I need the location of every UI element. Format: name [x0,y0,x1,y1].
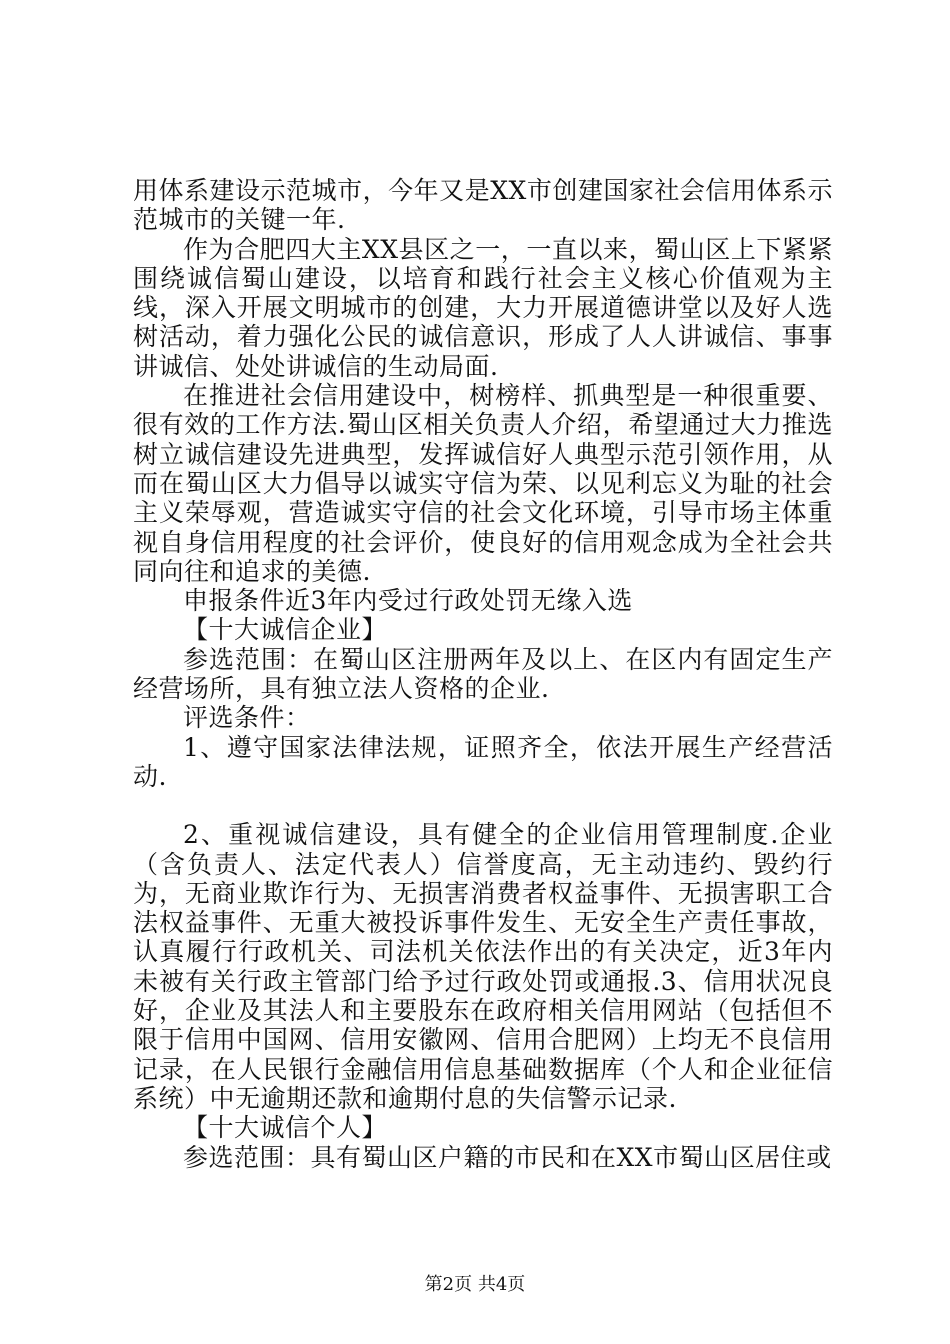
paragraph-criterion-2-3: 2、重视诚信建设，具有健全的企业信用管理制度.企业（含负责人、法定代表人）信誉度高，无主动违约、毁约行为，无商业欺诈行为、无损害消费者权益事件、无损害职工合法权益事件、无重大被投诉事件发生、无安全生产责任事故，认真履行行政机关、司法机关依法作出的有关决定，近3年内未被有关行政主管部门给予过行政处罚或通报.3、信用状况良好，企业及其法人和主要股东在政府相关信用网站（包括但不限于信用中国网、信用安徽网、信用合肥网）上均无不良信用记录，在人民银行金融信用信息基础数据库（个人和企业征信系统）中无逾期还款和逾期付息的失信警示记录. [133,820,833,1113]
section-heading-enterprise: 【十大诚信企业】 [183,615,388,645]
paragraph-shushan-intro: 作为合肥四大主XX县区之一，一直以来，蜀山区上下紧紧围绕诚信蜀山建设，以培育和践行社会主义核心价值观为主线，深入开展文明城市的创建，大力开展道德讲堂以及好人选树活动，着力强化公民的诚信意识，形成了人人讲诚信、事事讲诚信、处处讲诚信的生动局面. [133,234,833,381]
section-heading-individual: 【十大诚信个人】 [183,1113,388,1143]
page-number-footer: 第2页 共4页 [424,1274,526,1295]
document-body [133,176,833,1172]
paragraph-individual-scope: 参选范围：具有蜀山区户籍的市民和在XX市蜀山区居住或 [183,1142,832,1172]
paragraph-criteria-heading: 评选条件： [183,703,311,733]
paragraph-continuation: 用体系建设示范城市，今年又是XX市创建国家社会信用体系示范城市的关键一年. [133,176,833,235]
paragraph-credit-building: 在推进社会信用建设中，树榜样、抓典型是一种很重要、很有效的工作方法.蜀山区相关负责人介绍，希望通过大力推选树立诚信建设先进典型，发挥诚信好人典型示范引领作用，从而在蜀山区大力倡导以诚实守信为荣、以见利忘义为耻的社会主义荣辱观，营造诚实守信的社会文化环境，引导市场主体重视自身信用程度的社会评价，使良好的信用观念成为全社会共同向往和追求的美德. [133,381,833,586]
paragraph-enterprise-scope: 参选范围：在蜀山区注册两年及以上、在区内有固定生产经营场所，具有独立法人资格的企业. [133,644,833,704]
paragraph-criterion-1: 1、遵守国家法律法规，证照齐全，依法开展生产经营活动. [133,732,833,791]
paragraph-application-condition: 申报条件近3年内受过行政处罚无缘入选 [183,586,633,616]
